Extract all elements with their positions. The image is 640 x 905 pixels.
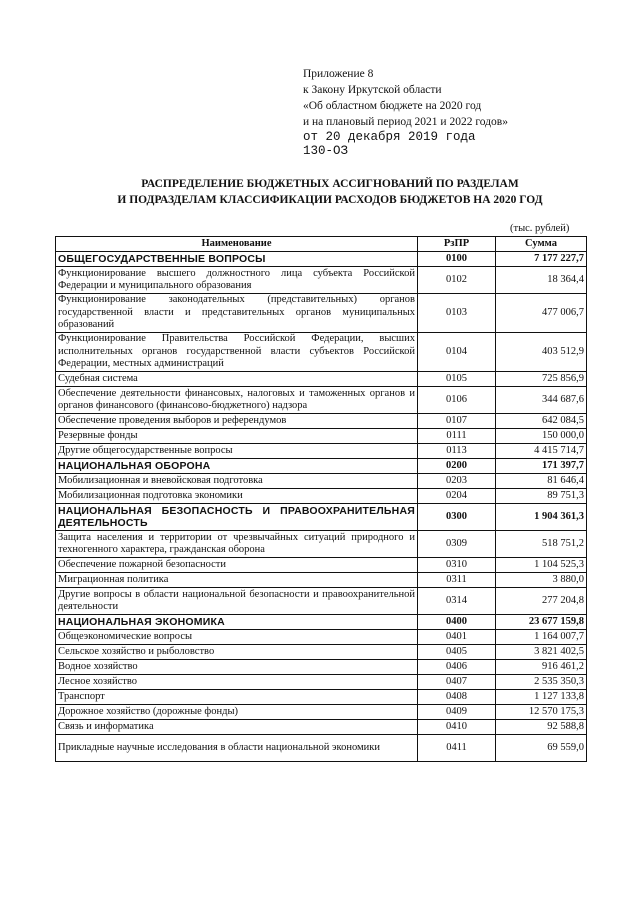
table-row: [56, 588, 587, 615]
cell-name: Прикладные научные исследования в области национальной экономики: [56, 735, 418, 762]
cell-name: Другие общегосударственные вопросы: [56, 444, 418, 459]
cell-sum: 518 751,2: [496, 531, 587, 558]
cell-sum: 344 687,6: [496, 387, 587, 414]
appendix-block: [303, 66, 508, 158]
section-row: [56, 459, 587, 474]
cell-sum: 69 559,0: [496, 735, 587, 762]
table-row: [56, 660, 587, 675]
table-row: [56, 573, 587, 588]
cell-sum: 7 177 227,7: [496, 252, 587, 267]
section-row: [56, 252, 587, 267]
cell-name: Мобилизационная и вневойсковая подготовка: [56, 474, 418, 489]
document-title-line-2: И ПОДРАЗДЕЛАМ КЛАССИФИКАЦИИ РАСХОДОВ БЮДЖЕТОВ НА 2020 ГОД: [117, 194, 543, 206]
header-code: РзПР: [418, 237, 496, 252]
cell-sum: 3 880,0: [496, 573, 587, 588]
cell-sum: 2 535 350,3: [496, 675, 587, 690]
cell-sum: 81 646,4: [496, 474, 587, 489]
table-row: [56, 705, 587, 720]
cell-sum: 1 104 525,3: [496, 558, 587, 573]
cell-name: Обеспечение деятельности финансовых, налоговых и таможенных органов и органов финансового (финансово-бюджетного) надзора: [56, 387, 418, 414]
cell-code: 0309: [418, 531, 496, 558]
table-row: [56, 558, 587, 573]
units-label: (тыс. рублей): [510, 223, 570, 234]
cell-code: 0406: [418, 660, 496, 675]
table-row: [56, 387, 587, 414]
appendix-line-4: и на плановый период 2021 и 2022 годов»: [303, 116, 508, 128]
cell-name: Другие вопросы в области национальной безопасности и правоохранительной деятельности: [56, 588, 418, 615]
document-title: [60, 176, 600, 208]
document-title-line-1: РАСПРЕДЕЛЕНИЕ БЮДЖЕТНЫХ АССИГНОВАНИЙ ПО РАЗДЕЛАМ: [141, 178, 519, 190]
cell-code: 0103: [418, 294, 496, 333]
cell-code: 0401: [418, 630, 496, 645]
cell-name: Обеспечение пожарной безопасности: [56, 558, 418, 573]
table-row: [56, 630, 587, 645]
cell-sum: 1 904 361,3: [496, 504, 587, 531]
cell-name: Резервные фонды: [56, 429, 418, 444]
cell-name: Общеэкономические вопросы: [56, 630, 418, 645]
appendix-line-1: Приложение 8: [303, 68, 374, 80]
cell-name: НАЦИОНАЛЬНАЯ ОБОРОНА: [56, 459, 418, 474]
cell-code: 0300: [418, 504, 496, 531]
cell-name: НАЦИОНАЛЬНАЯ БЕЗОПАСНОСТЬ И ПРАВООХРАНИТЕЛЬНАЯ ДЕЯТЕЛЬНОСТЬ: [56, 504, 418, 531]
cell-name: Сельское хозяйство и рыболовство: [56, 645, 418, 660]
cell-sum: 150 000,0: [496, 429, 587, 444]
table-row: [56, 294, 587, 333]
cell-code: 0107: [418, 414, 496, 429]
cell-code: 0405: [418, 645, 496, 660]
table-row: [56, 429, 587, 444]
table-row: [56, 414, 587, 429]
cell-code: 0102: [418, 267, 496, 294]
budget-table: [55, 236, 587, 762]
section-row: [56, 504, 587, 531]
cell-sum: 477 006,7: [496, 294, 587, 333]
table-row: [56, 333, 587, 372]
appendix-line-3: «Об областном бюджете на 2020 год: [303, 100, 482, 112]
table-row: [56, 531, 587, 558]
cell-code: 0106: [418, 387, 496, 414]
cell-sum: 23 677 159,8: [496, 615, 587, 630]
cell-code: 0104: [418, 333, 496, 372]
cell-code: 0111: [418, 429, 496, 444]
cell-sum: 89 751,3: [496, 489, 587, 504]
appendix-line-2: к Закону Иркутской области: [303, 84, 442, 96]
cell-sum: 725 856,9: [496, 372, 587, 387]
cell-name: Функционирование Правительства Российской Федерации, высших исполнительных органов государственной власти субъектов Российской Федерации, местных администраций: [56, 333, 418, 372]
table-row: [56, 267, 587, 294]
cell-sum: 642 084,5: [496, 414, 587, 429]
table-row: [56, 690, 587, 705]
cell-name: Транспорт: [56, 690, 418, 705]
table-row: [56, 489, 587, 504]
table-row: [56, 735, 587, 762]
cell-sum: 12 570 175,3: [496, 705, 587, 720]
cell-sum: 916 461,2: [496, 660, 587, 675]
cell-sum: 3 821 402,5: [496, 645, 587, 660]
cell-code: 0400: [418, 615, 496, 630]
cell-code: 0411: [418, 735, 496, 762]
table-header-row: [56, 237, 587, 252]
cell-code: 0105: [418, 372, 496, 387]
cell-sum: 1 127 133,8: [496, 690, 587, 705]
cell-name: Мобилизационная подготовка экономики: [56, 489, 418, 504]
cell-code: 0409: [418, 705, 496, 720]
cell-sum: 171 397,7: [496, 459, 587, 474]
cell-sum: 18 364,4: [496, 267, 587, 294]
cell-sum: 277 204,8: [496, 588, 587, 615]
table-row: [56, 372, 587, 387]
cell-name: Судебная система: [56, 372, 418, 387]
cell-name: Обеспечение проведения выборов и референдумов: [56, 414, 418, 429]
section-row: [56, 615, 587, 630]
cell-code: 0310: [418, 558, 496, 573]
cell-sum: 92 588,8: [496, 720, 587, 735]
cell-name: Водное хозяйство: [56, 660, 418, 675]
cell-code: 0408: [418, 690, 496, 705]
header-name: Наименование: [56, 237, 418, 252]
cell-code: 0410: [418, 720, 496, 735]
header-sum: Сумма: [496, 237, 587, 252]
cell-code: 0113: [418, 444, 496, 459]
cell-name: Функционирование высшего должностного лица субъекта Российской Федерации и муниципального образования: [56, 267, 418, 294]
cell-name: Лесное хозяйство: [56, 675, 418, 690]
cell-name: Функционирование законодательных (представительных) органов государственной власти и представительных органов муниципальных образований: [56, 294, 418, 333]
table-row: [56, 444, 587, 459]
table-row: [56, 720, 587, 735]
cell-name: Миграционная политика: [56, 573, 418, 588]
cell-sum: 1 164 007,7: [496, 630, 587, 645]
cell-name: НАЦИОНАЛЬНАЯ ЭКОНОМИКА: [56, 615, 418, 630]
cell-name: Дорожное хозяйство (дорожные фонды): [56, 705, 418, 720]
table-row: [56, 474, 587, 489]
cell-name: Связь и информатика: [56, 720, 418, 735]
cell-code: 0311: [418, 573, 496, 588]
cell-code: 0407: [418, 675, 496, 690]
table-row: [56, 645, 587, 660]
cell-sum: 4 415 714,7: [496, 444, 587, 459]
cell-name: Защита населения и территории от чрезвычайных ситуаций природного и техногенного характера, гражданская оборона: [56, 531, 418, 558]
cell-code: 0203: [418, 474, 496, 489]
cell-sum: 403 512,9: [496, 333, 587, 372]
cell-code: 0314: [418, 588, 496, 615]
table-row: [56, 675, 587, 690]
appendix-number: 130-ОЗ: [303, 144, 349, 158]
cell-name: ОБЩЕГОСУДАРСТВЕННЫЕ ВОПРОСЫ: [56, 252, 418, 267]
cell-code: 0100: [418, 252, 496, 267]
cell-code: 0200: [418, 459, 496, 474]
appendix-date: от 20 декабря 2019 года: [303, 130, 476, 144]
cell-code: 0204: [418, 489, 496, 504]
